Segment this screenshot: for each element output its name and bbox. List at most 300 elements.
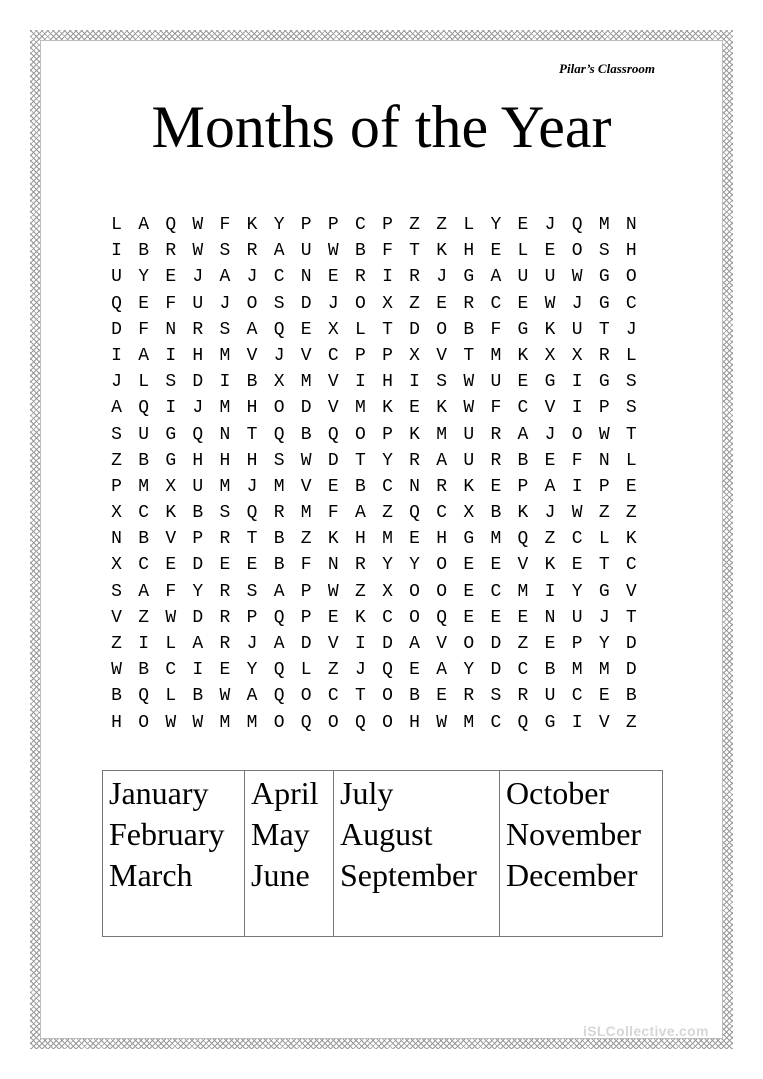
- grid-letter: F: [300, 555, 312, 576]
- grid-letter: E: [625, 476, 637, 497]
- grid-letter: K: [544, 555, 556, 576]
- grid-letter: V: [327, 372, 339, 393]
- grid-letter: C: [273, 267, 285, 288]
- grid-letter: H: [219, 450, 231, 471]
- grid-letter: V: [327, 398, 339, 419]
- grid-letter: D: [625, 634, 637, 654]
- grid-letter: E: [409, 398, 420, 419]
- grid-letter: W: [436, 712, 448, 733]
- grid-letter: O: [625, 267, 637, 288]
- grid-letter: M: [273, 476, 285, 497]
- grid-letter: J: [544, 215, 556, 235]
- grid-letter: H: [409, 712, 420, 733]
- grid-letter: O: [409, 607, 420, 628]
- grid-letter: D: [192, 555, 204, 576]
- grid-letter: K: [436, 398, 448, 419]
- grid-letter: G: [165, 450, 177, 471]
- grid-letter: J: [246, 267, 258, 288]
- grid-letter: S: [219, 319, 231, 340]
- grid-letter: L: [165, 686, 177, 707]
- grid-letter: Z: [625, 712, 637, 733]
- grid-letter: M: [354, 398, 366, 419]
- grid-letter: K: [165, 503, 177, 524]
- grid-letter: O: [273, 712, 285, 733]
- grid-letter: K: [517, 345, 529, 366]
- grid-letter: G: [463, 529, 475, 550]
- grid-letter: P: [382, 424, 393, 445]
- grid-letter: U: [463, 450, 475, 471]
- grid-letter: I: [165, 398, 177, 419]
- grid-letter: D: [192, 607, 204, 628]
- grid-letter: M: [517, 581, 529, 602]
- grid-letter: O: [300, 686, 312, 707]
- grid-letter: M: [219, 398, 231, 419]
- grid-letter: X: [571, 345, 583, 366]
- page-title: Months of the Year: [151, 94, 612, 160]
- grid-letter: E: [490, 607, 502, 628]
- grid-letter: Q: [517, 529, 529, 550]
- grid-letter: I: [354, 372, 366, 393]
- grid-letter: M: [382, 529, 393, 550]
- grid-letter: A: [436, 660, 448, 681]
- grid-letter: B: [273, 529, 285, 550]
- grid-letter: C: [382, 607, 393, 628]
- grid-letter: B: [463, 319, 475, 340]
- grid-letter: M: [246, 712, 258, 733]
- grid-letter: P: [300, 607, 312, 628]
- grid-letter: O: [382, 712, 393, 733]
- grid-letter: I: [111, 345, 122, 366]
- grid-letter: D: [327, 450, 339, 471]
- grid-letter: O: [436, 581, 448, 602]
- grid-letter: M: [463, 712, 475, 733]
- grid-letter: U: [544, 686, 556, 707]
- grid-letter: P: [598, 398, 610, 419]
- grid-letter: J: [544, 424, 556, 445]
- grid-letter: K: [436, 241, 448, 262]
- grid-letter: A: [219, 267, 231, 288]
- grid-letter: B: [409, 686, 420, 707]
- grid-letter: E: [517, 215, 529, 235]
- grid-letter: M: [571, 660, 583, 681]
- grid-letter: M: [490, 345, 502, 366]
- grid-letter: E: [571, 555, 583, 576]
- grid-letter: Z: [327, 660, 339, 681]
- grid-letter: E: [165, 555, 177, 576]
- grid-letter: Z: [409, 293, 420, 314]
- grid-letter: L: [463, 215, 475, 235]
- grid-letter: C: [571, 686, 583, 707]
- grid-letter: B: [354, 476, 366, 497]
- grid-letter: F: [571, 450, 583, 471]
- grid-letter: Y: [382, 555, 393, 576]
- grid-letter: X: [463, 503, 475, 524]
- grid-letter: I: [544, 581, 556, 602]
- grid-letter: B: [192, 503, 204, 524]
- grid-letter: B: [246, 372, 258, 393]
- grid-letter: B: [300, 424, 312, 445]
- grid-letter: S: [625, 372, 637, 393]
- grid-letter: U: [192, 476, 204, 497]
- grid-letter: F: [165, 581, 177, 602]
- grid-letter: Q: [192, 424, 204, 445]
- grid-letter: Q: [273, 424, 285, 445]
- grid-letter: H: [192, 450, 204, 471]
- grid-letter: B: [111, 686, 122, 707]
- grid-letter: B: [354, 241, 366, 262]
- grid-letter: Y: [598, 634, 610, 654]
- grid-letter: A: [138, 581, 150, 602]
- grid-letter: R: [490, 450, 502, 471]
- grid-letter: U: [300, 241, 312, 262]
- grid-letter: L: [625, 450, 637, 471]
- grid-letter: Q: [273, 319, 285, 340]
- grid-letter: Q: [517, 712, 529, 733]
- grid-letter: E: [436, 686, 448, 707]
- grid-letter: C: [436, 503, 448, 524]
- grid-letter: R: [219, 529, 231, 550]
- grid-letter: I: [165, 345, 177, 366]
- grid-letter: O: [246, 293, 258, 314]
- word-bank-column: [245, 771, 334, 937]
- grid-letter: E: [409, 660, 420, 681]
- grid-letter: Q: [409, 503, 420, 524]
- grid-letter: H: [192, 345, 204, 366]
- grid-letter: Q: [273, 686, 285, 707]
- grid-letter: Z: [354, 581, 366, 602]
- grid-letter: I: [409, 372, 420, 393]
- grid-letter: F: [490, 398, 502, 419]
- grid-letter: P: [382, 215, 393, 235]
- grid-letter: J: [571, 293, 583, 314]
- grid-letter: O: [382, 686, 393, 707]
- grid-letter: G: [517, 319, 529, 340]
- grid-letter: A: [138, 345, 150, 366]
- grid-letter: S: [219, 503, 231, 524]
- grid-letter: K: [409, 424, 420, 445]
- grid-letter: E: [598, 686, 610, 707]
- grid-letter: C: [625, 555, 637, 576]
- grid-letter: F: [327, 503, 339, 524]
- watermark: iSLCollective.com: [583, 1023, 709, 1039]
- grid-letter: E: [300, 319, 312, 340]
- grid-letter: X: [111, 503, 122, 524]
- word-bank-item: August: [340, 816, 433, 852]
- grid-letter: H: [246, 450, 258, 471]
- grid-letter: U: [138, 424, 150, 445]
- grid-letter: K: [544, 319, 556, 340]
- grid-letter: X: [111, 555, 122, 576]
- word-bank-column: [500, 771, 663, 937]
- word-bank-item: January: [109, 775, 209, 811]
- grid-letter: M: [219, 712, 231, 733]
- grid-letter: E: [517, 293, 529, 314]
- grid-letter: J: [327, 293, 339, 314]
- grid-letter: S: [625, 398, 637, 419]
- grid-letter: T: [382, 319, 393, 340]
- grid-letter: T: [354, 450, 366, 471]
- grid-letter: I: [571, 372, 583, 393]
- grid-letter: F: [490, 319, 502, 340]
- grid-letter: T: [598, 555, 610, 576]
- grid-letter: V: [544, 398, 556, 419]
- grid-letter: P: [598, 476, 610, 497]
- grid-letter: Z: [436, 215, 448, 235]
- grid-letter: O: [354, 424, 366, 445]
- grid-letter: Q: [300, 712, 312, 733]
- grid-letter: C: [354, 215, 366, 235]
- grid-letter: C: [138, 555, 150, 576]
- grid-letter: E: [490, 555, 502, 576]
- grid-letter: C: [382, 476, 393, 497]
- grid-letter: V: [300, 476, 312, 497]
- grid-letter: Q: [111, 293, 122, 314]
- word-bank-item: May: [251, 816, 310, 852]
- grid-letter: C: [165, 660, 177, 681]
- grid-letter: Z: [517, 634, 529, 654]
- grid-letter: D: [625, 660, 637, 681]
- grid-letter: B: [138, 241, 150, 262]
- grid-letter: D: [300, 634, 312, 654]
- grid-letter: U: [490, 372, 502, 393]
- grid-letter: W: [192, 215, 204, 235]
- grid-letter: S: [273, 293, 285, 314]
- grid-letter: E: [463, 555, 475, 576]
- grid-letter: D: [111, 319, 122, 340]
- grid-letter: G: [598, 293, 610, 314]
- grid-letter: W: [165, 607, 177, 628]
- grid-letter: Q: [354, 712, 366, 733]
- grid-letter: D: [490, 660, 502, 681]
- grid-letter: E: [463, 607, 475, 628]
- grid-letter: E: [409, 529, 420, 550]
- grid-letter: Y: [192, 581, 204, 602]
- grid-letter: C: [517, 660, 529, 681]
- grid-letter: E: [165, 267, 177, 288]
- grid-letter: Y: [463, 660, 475, 681]
- grid-letter: M: [300, 503, 312, 524]
- grid-letter: W: [192, 712, 204, 733]
- grid-letter: E: [219, 660, 231, 681]
- grid-letter: F: [382, 241, 393, 262]
- grid-letter: Q: [436, 607, 448, 628]
- grid-letter: M: [300, 372, 312, 393]
- grid-letter: Z: [300, 529, 312, 550]
- grid-letter: N: [300, 267, 312, 288]
- grid-letter: A: [273, 634, 285, 654]
- grid-letter: J: [246, 634, 258, 654]
- grid-letter: J: [192, 398, 204, 419]
- grid-letter: E: [517, 607, 529, 628]
- grid-letter: E: [327, 476, 339, 497]
- grid-letter: W: [463, 372, 475, 393]
- grid-letter: T: [598, 319, 610, 340]
- grid-letter: S: [246, 581, 258, 602]
- grid-letter: M: [598, 660, 610, 681]
- grid-letter: U: [544, 267, 556, 288]
- grid-letter: Y: [409, 555, 420, 576]
- grid-letter: J: [111, 372, 122, 393]
- grid-letter: Z: [409, 215, 420, 235]
- grid-letter: K: [354, 607, 366, 628]
- grid-letter: R: [409, 267, 420, 288]
- grid-letter: T: [246, 424, 258, 445]
- grid-letter: B: [138, 529, 150, 550]
- grid-letter: A: [246, 686, 258, 707]
- word-bank-item: November: [506, 816, 642, 852]
- grid-letter: X: [165, 476, 177, 497]
- grid-letter: P: [382, 345, 393, 366]
- grid-letter: W: [544, 293, 556, 314]
- grid-letter: K: [517, 503, 529, 524]
- grid-letter: N: [111, 529, 122, 550]
- grid-letter: I: [571, 398, 583, 419]
- grid-letter: P: [246, 607, 258, 628]
- grid-letter: N: [625, 215, 637, 235]
- grid-letter: E: [436, 293, 448, 314]
- grid-letter: B: [138, 450, 150, 471]
- grid-letter: A: [517, 424, 529, 445]
- grid-letter: A: [246, 319, 258, 340]
- grid-letter: R: [219, 607, 231, 628]
- grid-letter: E: [463, 581, 475, 602]
- grid-letter: W: [598, 424, 610, 445]
- grid-letter: Y: [571, 581, 583, 602]
- grid-letter: A: [409, 634, 420, 654]
- grid-letter: Q: [138, 398, 150, 419]
- grid-letter: G: [544, 712, 556, 733]
- grid-letter: T: [354, 686, 366, 707]
- grid-letter: Y: [246, 660, 258, 681]
- grid-letter: V: [165, 529, 177, 550]
- grid-letter: V: [246, 345, 258, 366]
- grid-letter: O: [571, 424, 583, 445]
- grid-letter: U: [192, 293, 204, 314]
- grid-letter: I: [354, 634, 366, 654]
- grid-letter: K: [246, 215, 258, 235]
- grid-letter: I: [192, 660, 204, 681]
- grid-letter: R: [354, 267, 366, 288]
- grid-letter: B: [192, 686, 204, 707]
- grid-letter: T: [246, 529, 258, 550]
- grid-letter: B: [625, 686, 637, 707]
- grid-letter: J: [219, 293, 231, 314]
- grid-letter: L: [517, 241, 529, 262]
- grid-letter: H: [625, 241, 637, 262]
- grid-letter: M: [436, 424, 448, 445]
- grid-letter: I: [382, 267, 393, 288]
- grid-letter: J: [436, 267, 448, 288]
- grid-letter: T: [625, 607, 637, 628]
- grid-letter: J: [354, 660, 366, 681]
- grid-letter: P: [354, 345, 366, 366]
- grid-letter: L: [165, 634, 177, 654]
- grid-letter: R: [463, 686, 475, 707]
- grid-letter: O: [463, 634, 475, 654]
- grid-letter: G: [598, 372, 610, 393]
- grid-letter: L: [598, 529, 610, 550]
- grid-letter: D: [382, 634, 393, 654]
- grid-letter: E: [544, 450, 556, 471]
- grid-letter: A: [273, 581, 285, 602]
- grid-letter: Q: [138, 686, 150, 707]
- grid-letter: F: [219, 215, 231, 235]
- grid-letter: B: [544, 660, 556, 681]
- grid-letter: Y: [382, 450, 393, 471]
- grid-letter: C: [490, 293, 502, 314]
- grid-letter: R: [409, 450, 420, 471]
- word-bank-item: December: [506, 857, 638, 893]
- grid-letter: C: [490, 712, 502, 733]
- word-bank-item: July: [340, 775, 394, 811]
- grid-letter: P: [300, 215, 312, 235]
- grid-letter: S: [273, 450, 285, 471]
- grid-letter: I: [219, 372, 231, 393]
- grid-letter: Q: [571, 215, 583, 235]
- grid-letter: L: [625, 345, 637, 366]
- word-bank-item: April: [251, 775, 319, 811]
- grid-letter: Z: [598, 503, 610, 524]
- grid-letter: G: [165, 424, 177, 445]
- grid-letter: Q: [327, 424, 339, 445]
- grid-letter: K: [625, 529, 637, 550]
- grid-letter: W: [192, 241, 204, 262]
- grid-letter: T: [625, 424, 637, 445]
- grid-letter: Z: [111, 634, 122, 654]
- grid-letter: Z: [544, 529, 556, 550]
- grid-letter: A: [544, 476, 556, 497]
- grid-letter: X: [544, 345, 556, 366]
- grid-letter: R: [165, 241, 177, 262]
- grid-letter: Y: [138, 267, 150, 288]
- grid-letter: R: [192, 319, 204, 340]
- grid-letter: E: [517, 372, 529, 393]
- grid-letter: B: [138, 660, 150, 681]
- grid-letter: Z: [625, 503, 637, 524]
- grid-letter: E: [544, 634, 556, 654]
- grid-letter: V: [436, 345, 448, 366]
- grid-letter: U: [571, 607, 583, 628]
- grid-letter: Y: [490, 215, 502, 235]
- grid-letter: P: [571, 634, 583, 654]
- grid-letter: J: [273, 345, 285, 366]
- grid-letter: R: [598, 345, 610, 366]
- grid-letter: M: [219, 345, 231, 366]
- word-bank-row: [103, 771, 663, 937]
- grid-letter: I: [571, 712, 583, 733]
- grid-letter: I: [138, 634, 150, 654]
- grid-letter: E: [490, 476, 502, 497]
- grid-letter: O: [436, 319, 448, 340]
- grid-letter: V: [598, 712, 610, 733]
- grid-letter: B: [273, 555, 285, 576]
- word-bank-table: [102, 770, 663, 937]
- grid-letter: W: [300, 450, 312, 471]
- grid-letter: F: [138, 319, 150, 340]
- grid-letter: M: [598, 215, 610, 235]
- grid-letter: Z: [138, 607, 150, 628]
- grid-letter: O: [354, 293, 366, 314]
- grid-letter: N: [544, 607, 556, 628]
- grid-letter: L: [111, 215, 122, 235]
- grid-letter: Q: [382, 660, 393, 681]
- grid-letter: E: [490, 241, 502, 262]
- grid-letter: J: [544, 503, 556, 524]
- grid-letter: A: [354, 503, 366, 524]
- grid-letter: G: [463, 267, 475, 288]
- grid-letter: S: [111, 581, 122, 602]
- grid-letter: O: [138, 712, 150, 733]
